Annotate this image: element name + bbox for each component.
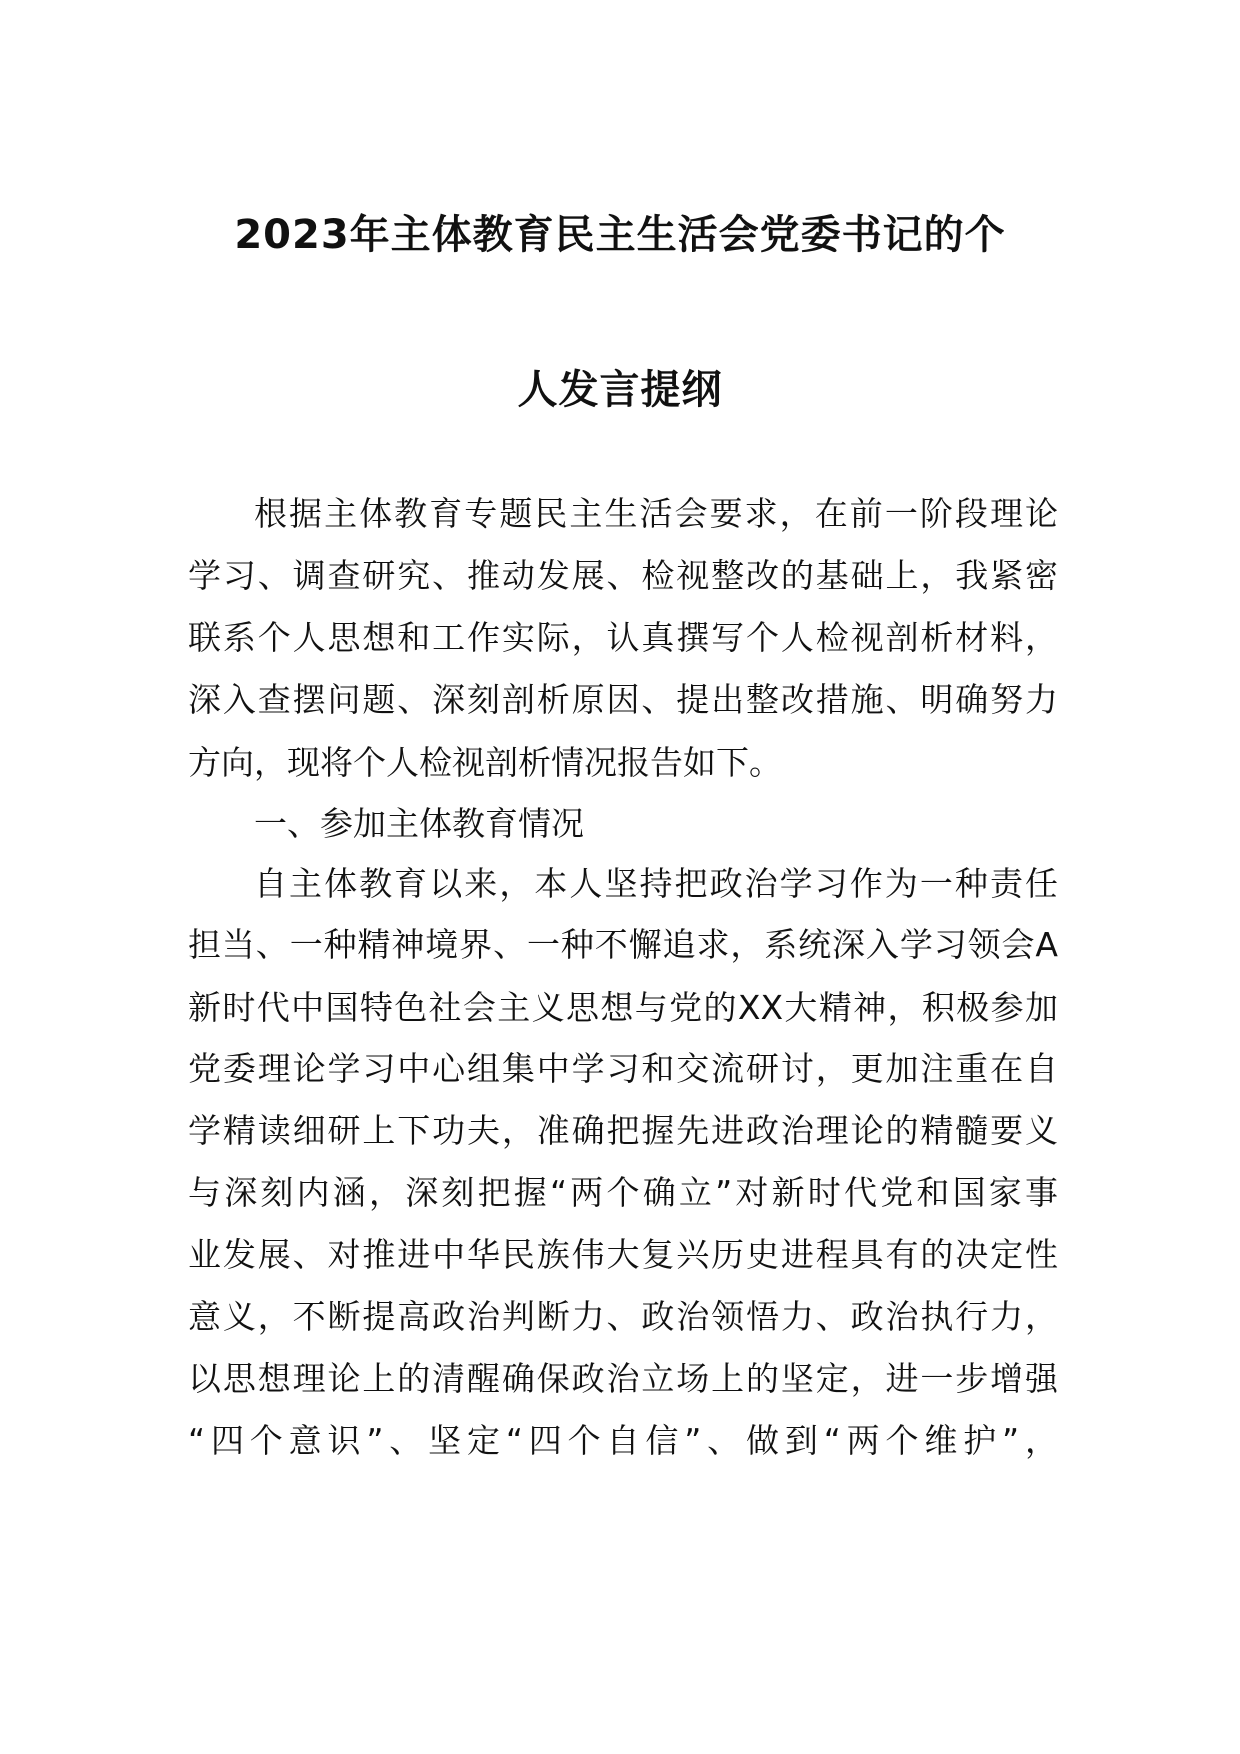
body-text-line: 联系个人思想和工作实际，认真撰写个人检视剖析材料， <box>188 618 1058 657</box>
body-text-line: 业发展、对推进中华民族伟大复兴历史进程具有的决定性 <box>188 1235 1058 1274</box>
document-title-line-2: 人发言提纲 <box>517 367 723 413</box>
body-text-line: 根据主体教育专题民主生活会要求，在前一阶段理论 <box>254 494 1058 533</box>
body-text-line: 自主体教育以来，本人坚持把政治学习作为一种责任 <box>254 864 1058 903</box>
document-title-line-1: 2023年主体教育民主生活会党委书记的个 <box>234 212 1006 258</box>
body-text-line: 学习、调查研究、推动发展、检视整改的基础上，我紧密 <box>188 556 1058 595</box>
body-text-line: 党委理论学习中心组集中学习和交流研讨，更加注重在自 <box>188 1049 1058 1088</box>
body-text-line: 新时代中国特色社会主义思想与党的XX大精神，积极参加 <box>188 988 1058 1027</box>
body-text-line: 意义，不断提高政治判断力、政治领悟力、政治执行力， <box>188 1297 1058 1336</box>
body-text-line: 以思想理论上的清醒确保政治立场上的坚定，进一步增强 <box>188 1359 1058 1398</box>
body-text-line: 担当、一种精神境界、一种不懈追求，系统深入学习领会A <box>188 925 1058 964</box>
body-text-line: 方向，现将个人检视剖析情况报告如下。 <box>188 743 782 782</box>
body-text-line: 学精读细研上下功夫，准确把握先进政治理论的精髓要义 <box>188 1111 1058 1150</box>
section-heading: 一、参加主体教育情况 <box>254 804 584 843</box>
body-text-line: 深入查摆问题、深刻剖析原因、提出整改措施、明确努力 <box>188 680 1058 719</box>
body-text-line: “四个意识”、坚定“四个自信”、做到“两个维护”， <box>188 1421 1058 1460</box>
body-text-line: 与深刻内涵，深刻把握“两个确立”对新时代党和国家事 <box>188 1173 1058 1212</box>
